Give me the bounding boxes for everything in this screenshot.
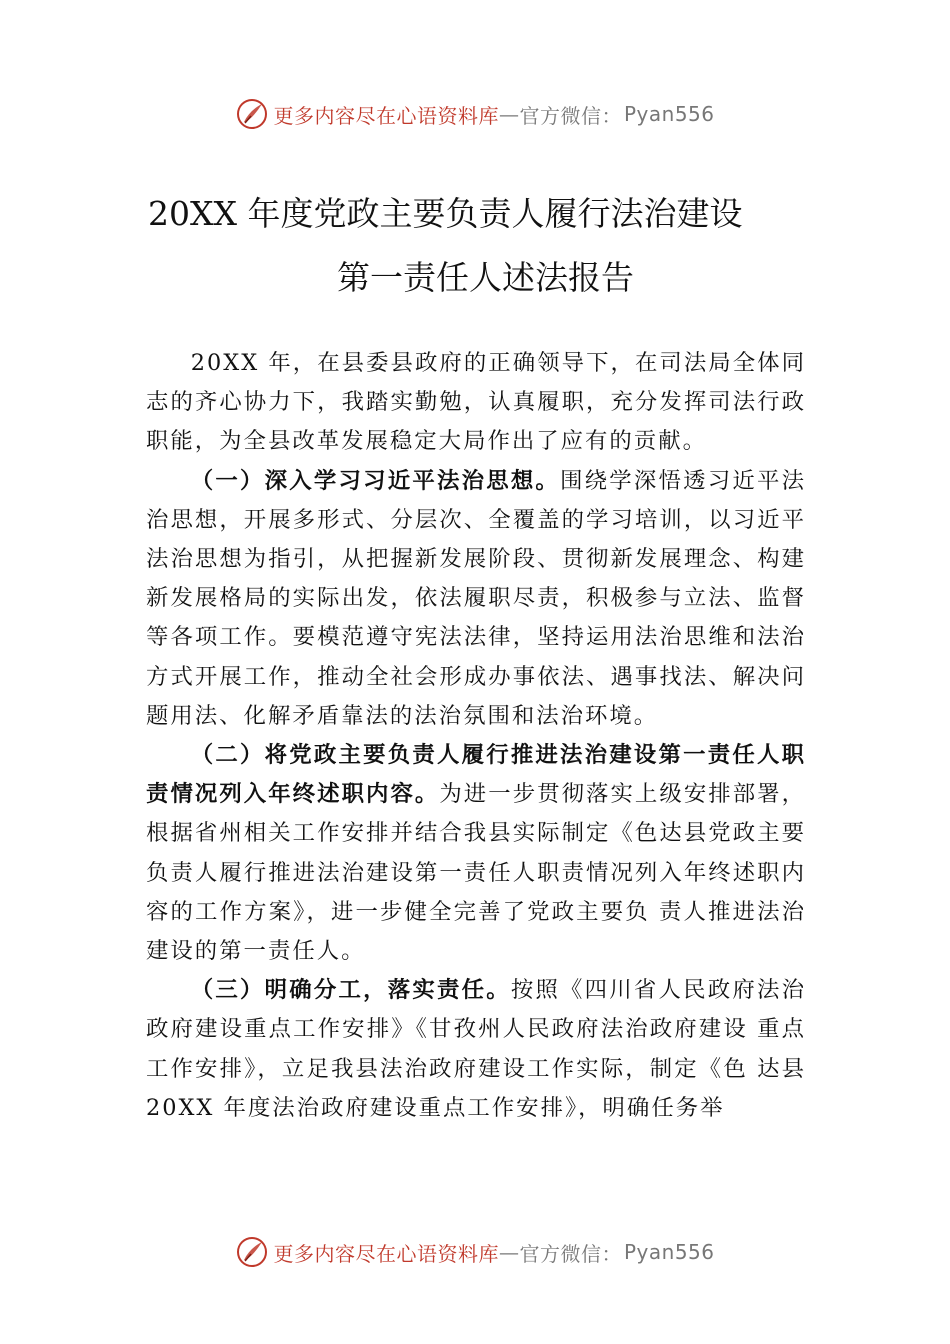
section-heading-3: （三）明确分工，落实责任。 <box>190 977 511 1004</box>
watermark-dash: — <box>498 102 520 126</box>
paragraph-section-2 <box>146 736 806 971</box>
watermark-wechat-id: Pyan556 <box>623 102 715 126</box>
watermark-brand: 更多内容尽在心语资料库 <box>273 103 499 128</box>
paragraph-section-1 <box>146 462 806 736</box>
paragraph-text: 为进一步贯彻落实上级安排部署，根据省州相关工作安排并结合我县实际制定《色达县党政主要负责人履行推进法治建设第一责任人职责情况列入年终述职内容的工作方案》，进一步健全完善了党政主要负 责人推进法治建设的第一责任人。 <box>146 781 807 965</box>
document-body <box>146 344 806 1128</box>
paragraph-text: 按照《四川省人民政府法治政府建设重点工作安排》《甘孜州人民政府法治政府建设 重点工作安排》，立足我县法治政府建设工作实际，制定《色 达县 20XX 年度法治政府建设重点工作安排》，明确任务举 <box>146 977 807 1121</box>
quill-logo-icon <box>235 1235 269 1269</box>
watermark-channel: 官方微信： <box>519 103 622 128</box>
watermark-brand: 更多内容尽在心语资料库 <box>273 1241 499 1266</box>
document-title-line2: 第一责任人述法报告 <box>337 258 634 297</box>
paragraph-intro <box>146 344 806 462</box>
watermark-dash: — <box>498 1240 520 1264</box>
document-title-line1: 20XX 年度党政主要负责人履行法治建设 <box>148 194 743 233</box>
watermark-wechat-id: Pyan556 <box>623 1240 715 1264</box>
section-heading-1: （一）深入学习习近平法治思想。 <box>190 467 561 494</box>
paragraph-section-3 <box>146 971 806 1128</box>
paragraph-text: 围绕学深悟透习近平法治思想，开展多形式、分层次、全覆盖的学习培训，以习近平法治思想为指引，从把握新发展阶段、贯彻新发展理念、构建新发展格局的实际出发，依法履职尽责，积极参与立法、监督等各项工作。要模范遵守宪法法律，坚持运用法治思维和法治方式开展工作，推动全社会形成办事依法、遇事找法、解决问题用法、化解矛盾靠法的法治氛围和法治环境。 <box>146 467 807 729</box>
quill-logo-icon <box>235 97 269 131</box>
header-watermark <box>0 94 950 134</box>
footer-watermark <box>0 1232 950 1272</box>
section-heading-2: （二）将党政主要负责人履行推进法治建设第一责任人职责情况列入年终述职内容。 <box>146 742 806 808</box>
paragraph-text: 20XX 年，在县委县政府的正确领导下，在司法局全体同志的齐心协力下，我踏实勤勉，认真履职，充分发挥司法行政职能，为全县改革发展稳定大局作出了应有的贡献。 <box>146 350 806 455</box>
watermark-channel: 官方微信： <box>519 1241 622 1266</box>
